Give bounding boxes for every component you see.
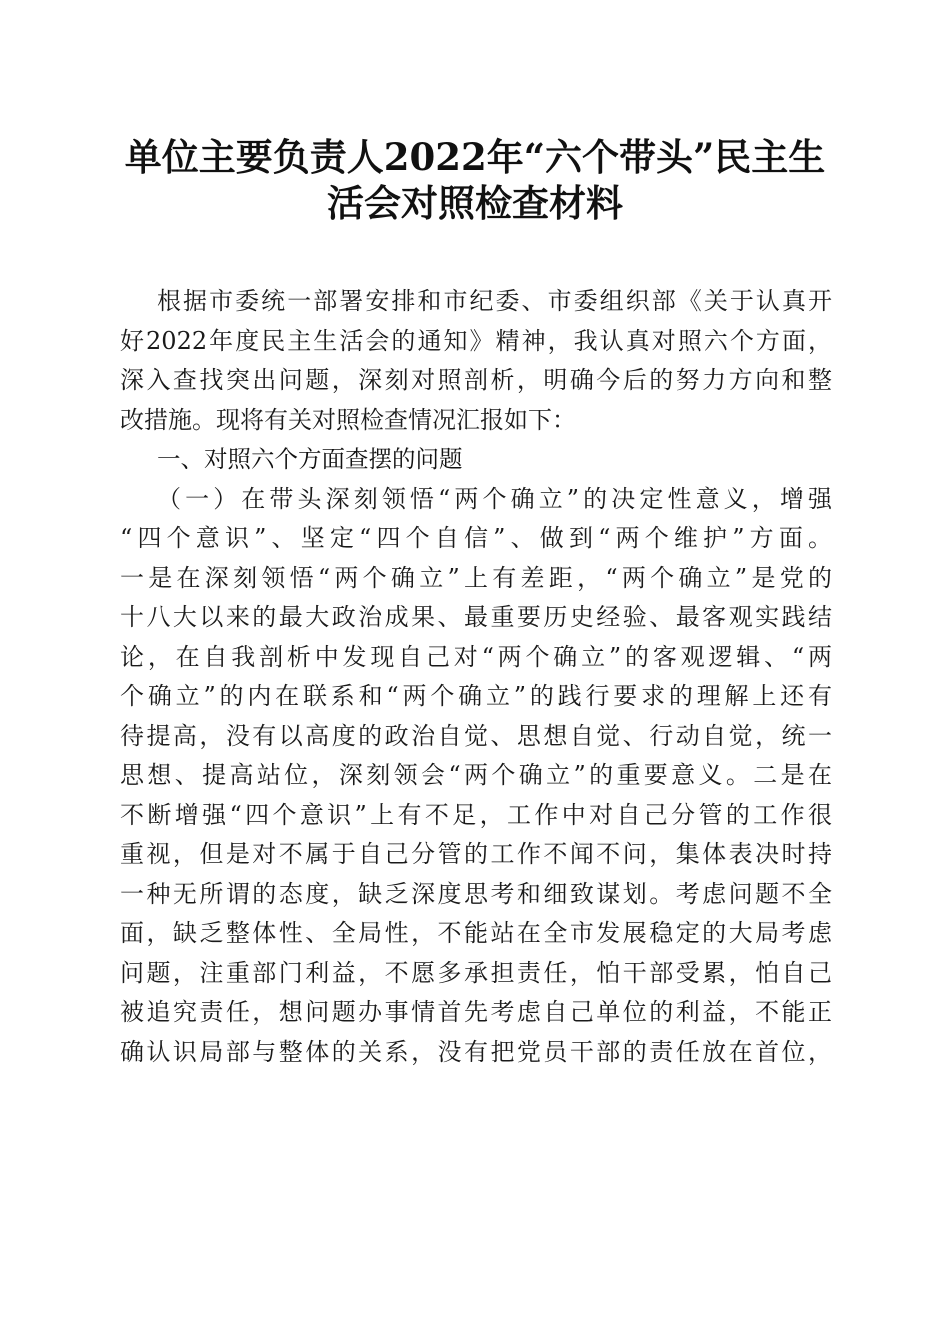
subsection-line: 不断增强“四个意识”上有不足，工作中对自己分管的工作很	[120, 800, 832, 829]
intro-paragraph	[120, 282, 832, 440]
document-body	[120, 282, 832, 1072]
intro-line: 根据市委统一部署安排和市纪委、市委组织部《关于认真开	[157, 287, 832, 315]
title-line: 活会对照检查材料	[327, 181, 623, 225]
subsection-paragraph	[120, 480, 832, 1073]
subsection-line: 问题，注重部门利益，不愿多承担责任，怕干部受累，怕自己	[120, 958, 832, 987]
subsection-line: 确认识局部与整体的关系，没有把党员干部的责任放在首位，	[120, 1037, 832, 1066]
intro-line: 好2022年度民主生活会的通知》精神，我认真对照六个方面，	[120, 326, 832, 355]
subsection-line: “四个意识”、坚定“四个自信”、做到“两个维护”方面。	[120, 524, 832, 552]
subsection-line: （一）在带头深刻领悟“两个确立”的决定性意义，增强	[157, 484, 832, 513]
title-line: 单位主要负责人2022年“六个带头”民主生	[124, 135, 826, 179]
section-heading: 一、对照六个方面查摆的问题	[157, 445, 463, 473]
subsection-line: 被追究责任，想问题办事情首先考虑自己单位的利益，不能正	[120, 998, 832, 1026]
subsection-line: 思想、提高站位，深刻领会“两个确立”的重要意义。二是在	[120, 761, 832, 789]
intro-line: 深入查找突出问题，深刻对照剖析，明确今后的努力方向和整	[120, 366, 832, 394]
subsection-line: 论，在自我剖析中发现自己对“两个确立”的客观逻辑、“两	[120, 642, 832, 671]
intro-line: 改措施。现将有关对照检查情况汇报如下：	[120, 405, 576, 434]
subsection-line: 重视，但是对不属于自己分管的工作不闻不问，集体表决时持	[120, 840, 832, 868]
subsection-line: 面，缺乏整体性、全局性，不能站在全市发展稳定的大局考虑	[120, 919, 832, 947]
document-title	[100, 134, 850, 226]
subsection-line: 待提高，没有以高度的政治自觉、思想自觉、行动自觉，统一	[120, 721, 832, 750]
subsection-line: 一种无所谓的态度，缺乏深度思考和细致谋划。考虑问题不全	[120, 879, 832, 908]
subsection-line: 个确立”的内在联系和“两个确立”的践行要求的理解上还有	[120, 682, 832, 710]
subsection-line: 一是在深刻领悟“两个确立”上有差距，“两个确立”是党的	[120, 563, 832, 592]
subsection-line: 十八大以来的最大政治成果、最重要历史经验、最客观实践结	[120, 603, 832, 631]
